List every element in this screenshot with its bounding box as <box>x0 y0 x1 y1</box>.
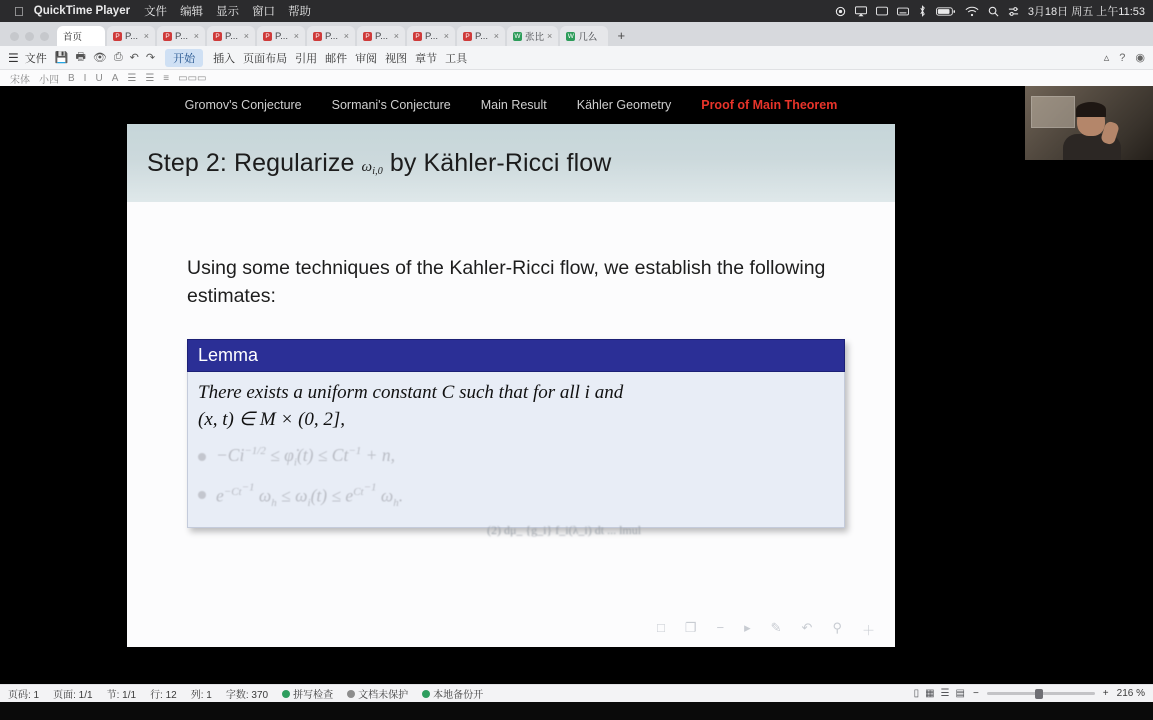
tab-pdf-3[interactable] <box>207 26 255 46</box>
bullet-icon <box>198 491 206 499</box>
tab-label: P... <box>225 30 239 42</box>
slide-header <box>127 124 895 202</box>
pdf-icon: P <box>363 32 372 41</box>
pdf-icon: P <box>463 32 472 41</box>
airplay-icon[interactable] <box>855 6 867 17</box>
tab-references[interactable]: 引用 <box>295 52 318 65</box>
display-icon[interactable] <box>876 6 888 17</box>
tab-mailings[interactable]: 邮件 <box>325 52 348 65</box>
zoom-slider-knob[interactable] <box>1035 689 1043 699</box>
pointer-icon[interactable]: ▸ <box>744 620 751 635</box>
ribbon-right-controls <box>1104 51 1153 64</box>
video-shelf <box>1031 96 1075 128</box>
search-icon[interactable] <box>988 6 999 17</box>
slide-title <box>147 149 611 178</box>
tab-label: P... <box>325 30 339 42</box>
pen-icon[interactable]: ✎ <box>770 620 782 635</box>
lemma-statement-line-2: (x, t) ∈ M × (0, 2], <box>198 408 346 430</box>
zoom-slider[interactable] <box>987 692 1095 695</box>
close-icon[interactable]: × <box>143 31 149 41</box>
tab-page-layout[interactable]: 页面布局 <box>243 52 288 65</box>
slide-nav-icons <box>657 620 875 639</box>
menubar-clock[interactable]: 3月18日 周五 上午11:53 <box>1027 6 1145 18</box>
tab-label: P... <box>125 30 139 42</box>
tab-label: P... <box>375 30 389 42</box>
status-protection[interactable] <box>347 686 408 701</box>
font-name-field[interactable]: 宋体 <box>10 74 30 86</box>
tab-review[interactable]: 审阅 <box>355 52 378 65</box>
close-icon[interactable]: × <box>443 31 449 41</box>
status-line: 行: 12 <box>150 690 177 701</box>
nav-sormanis-conjecture[interactable]: Sormani's Conjecture <box>331 98 451 112</box>
tab-chapter[interactable]: 章节 <box>415 52 438 65</box>
tab-home[interactable] <box>57 26 105 46</box>
tab-doc-1[interactable] <box>507 26 558 46</box>
frame-icon[interactable]: □ <box>657 620 665 635</box>
help-icon[interactable]: ? <box>1119 51 1126 64</box>
nav-gromovs-conjecture[interactable]: Gromov's Conjecture <box>184 98 302 112</box>
nav-main-result[interactable]: Main Result <box>480 98 547 112</box>
slide-canvas <box>127 124 895 647</box>
bold-button[interactable]: B <box>68 72 75 84</box>
control-center-icon[interactable] <box>1008 6 1019 17</box>
zoom-level-label[interactable]: 216 % <box>1116 688 1145 699</box>
doc-icon: W <box>514 32 521 40</box>
tab-insert[interactable]: 插入 <box>213 52 236 65</box>
pdf-icon: P <box>113 32 122 41</box>
minus-icon[interactable]: − <box>716 620 725 635</box>
read-icon[interactable]: ▤ <box>955 688 965 699</box>
close-icon[interactable]: × <box>393 31 399 41</box>
lemma-equation-1 <box>198 445 834 469</box>
file-menu-button[interactable]: 文件 <box>24 52 47 65</box>
slide-paragraph: Using some techniques of the Kahler-Ricci flow, we establish the following estimates: <box>187 257 826 308</box>
status-spellcheck-label: 拼写检查 <box>293 690 334 701</box>
ribbon-format-row <box>0 70 1153 86</box>
menu-item-help[interactable]: 帮助 <box>278 6 302 18</box>
zoom-in-button[interactable]: + <box>1102 688 1109 699</box>
tab-label: 几么 <box>578 32 598 43</box>
save-icon[interactable]: 💾 <box>54 52 69 64</box>
menu-item-file[interactable]: 文件 <box>134 6 158 18</box>
zoom-window-icon[interactable] <box>40 32 49 41</box>
bluetooth-icon[interactable] <box>918 5 927 17</box>
nav-proof-of-main-theorem[interactable]: Proof of Main Theorem <box>701 98 838 112</box>
pdf-icon: P <box>213 32 222 41</box>
slide-title-subscript: i,0 <box>372 165 383 177</box>
macos-menubar <box>0 0 1153 22</box>
font-size-field[interactable]: 小四 <box>39 74 59 86</box>
lemma-statement-line-1: There exists a uniform constant C such that for all i and <box>198 381 624 403</box>
status-page-number: 页码: 1 <box>8 690 40 701</box>
keyboard-icon[interactable] <box>897 6 909 17</box>
redo-icon[interactable]: ↷ <box>145 52 156 64</box>
close-icon[interactable]: × <box>293 31 299 41</box>
print-icon[interactable]: 🖶 <box>75 51 86 63</box>
view-mode-buttons <box>914 688 965 699</box>
equation-2-text: $e^{-Ct^{-1}}$ $\omega_h \le \omega_i(t) \le e^{Ct^{-1}}$ $\omega_h$. <box>216 480 404 509</box>
presentation-stage <box>0 86 1153 672</box>
collapse-ribbon-icon[interactable]: ▵ <box>1103 52 1110 64</box>
tab-pdf-5[interactable] <box>307 26 355 46</box>
account-icon[interactable]: ◉ <box>1135 52 1145 64</box>
zoom-out-button[interactable]: − <box>972 688 979 699</box>
tab-label: P... <box>275 30 289 42</box>
slide-title-symbol: ω <box>361 158 373 175</box>
web-view-icon[interactable]: ▦ <box>925 688 935 699</box>
lemma-block <box>187 339 845 537</box>
active-app-name[interactable]: QuickTime Player <box>24 5 121 17</box>
undo-icon[interactable]: ↶ <box>129 52 139 64</box>
window-traffic-lights[interactable] <box>6 32 57 46</box>
quick-access-toolbar <box>55 48 155 67</box>
tab-pdf-6[interactable] <box>357 26 405 46</box>
style-gallery[interactable]: ▭▭▭ <box>178 72 207 84</box>
presenter-video[interactable] <box>1025 86 1153 160</box>
screen-record-icon[interactable] <box>835 6 846 17</box>
status-word-count[interactable]: 字数: 370 <box>225 690 269 701</box>
tab-tools[interactable]: 工具 <box>445 52 468 65</box>
status-dot-icon <box>282 690 290 698</box>
slide-section-nav <box>127 86 895 124</box>
status-protection-label: 文档未保护 <box>358 690 409 701</box>
tab-view[interactable]: 视图 <box>385 52 408 65</box>
lemma-content <box>187 372 845 528</box>
minimize-window-icon[interactable] <box>25 32 34 41</box>
battery-icon[interactable] <box>936 6 956 17</box>
background-faint-text: (2) dμ_ {g_i} f_i(λ_i) dt ... lmul <box>487 522 642 537</box>
browser-tabstrip <box>0 22 1153 46</box>
status-spellcheck[interactable] <box>282 686 333 701</box>
status-backup[interactable] <box>422 686 483 701</box>
menu-item-edit[interactable]: 编辑 <box>170 6 194 18</box>
tab-pdf-7[interactable] <box>407 26 455 46</box>
status-backup-label: 本地备份开 <box>433 690 484 701</box>
tab-doc-2[interactable] <box>560 26 608 46</box>
tab-pdf-2[interactable] <box>157 26 205 46</box>
tab-label: P... <box>175 30 189 42</box>
close-icon[interactable]: × <box>193 31 199 41</box>
status-pages: 页面: 1/1 <box>53 690 93 701</box>
apple-icon[interactable] <box>14 5 24 18</box>
word-ribbon-toolbar <box>0 46 1153 70</box>
lemma-equation-2 <box>198 481 834 509</box>
equation-1-text: $-Ci^{-1/2}$ ≤ $\varphi̇_i(t) \le Ct^{-1} + n$, <box>216 445 395 469</box>
bullet-icon <box>198 453 206 461</box>
nav-kahler-geometry[interactable]: Kähler Geometry <box>576 98 672 112</box>
layers-icon[interactable]: ❐ <box>684 620 697 635</box>
menu-item-view[interactable]: 显示 <box>206 6 230 18</box>
preview-icon[interactable]: 👁 <box>92 52 107 64</box>
status-right-controls <box>914 688 1145 699</box>
align-left-button[interactable]: ☰ <box>127 72 137 84</box>
word-status-bar <box>0 684 1153 702</box>
status-column: 列: 1 <box>190 690 212 701</box>
undo-icon[interactable]: ↶ <box>801 620 813 635</box>
status-sections: 节: 1/1 <box>106 690 137 701</box>
dock-strip <box>0 702 1153 720</box>
font-color-button[interactable]: A <box>111 72 119 84</box>
doc-icon: W <box>567 32 574 40</box>
pdf-icon: P <box>413 32 422 41</box>
hamburger-icon[interactable]: ☰ <box>8 50 19 65</box>
tab-pdf-4[interactable] <box>257 26 305 46</box>
plus-icon[interactable]: ＋ <box>861 623 875 638</box>
outline-icon[interactable]: ☰ <box>940 688 950 699</box>
new-tab-button[interactable]: + <box>617 28 626 43</box>
wifi-icon[interactable] <box>965 6 979 17</box>
page-view-icon[interactable]: ▯ <box>913 688 920 699</box>
close-icon[interactable]: × <box>343 31 349 41</box>
tab-label: P... <box>425 30 439 42</box>
pdf-icon: P <box>313 32 322 41</box>
slide-title-suffix: by Kähler-Ricci flow <box>382 148 612 177</box>
list-button[interactable]: ≡ <box>163 72 170 84</box>
close-icon[interactable]: × <box>547 31 553 41</box>
tab-label: P... <box>475 30 489 42</box>
tab-pdf-1[interactable] <box>107 26 155 46</box>
close-window-icon[interactable] <box>10 32 19 41</box>
slide-title-prefix: Step 2: Regularize <box>147 148 362 177</box>
tab-start[interactable]: 开始 <box>165 49 203 67</box>
underline-button[interactable]: U <box>95 72 103 84</box>
align-center-button[interactable]: ☰ <box>145 72 155 84</box>
status-dot-icon <box>422 690 430 698</box>
pdf-icon: P <box>263 32 272 41</box>
search-icon[interactable]: ⚲ <box>832 620 842 635</box>
copy-icon[interactable]: ⎙ <box>113 51 123 63</box>
tab-pdf-8[interactable] <box>457 26 505 46</box>
pdf-icon: P <box>163 32 172 41</box>
italic-button[interactable]: I <box>83 72 87 84</box>
slide-body <box>127 202 895 537</box>
status-dot-icon <box>347 690 355 698</box>
close-icon[interactable]: × <box>493 31 499 41</box>
video-person-hair <box>1076 102 1106 117</box>
lemma-header: Lemma <box>187 339 845 372</box>
close-icon[interactable]: × <box>243 31 249 41</box>
menu-item-window[interactable]: 窗口 <box>242 6 266 18</box>
tab-label: 首页 <box>63 32 83 43</box>
tab-label: 张比 <box>525 32 545 43</box>
